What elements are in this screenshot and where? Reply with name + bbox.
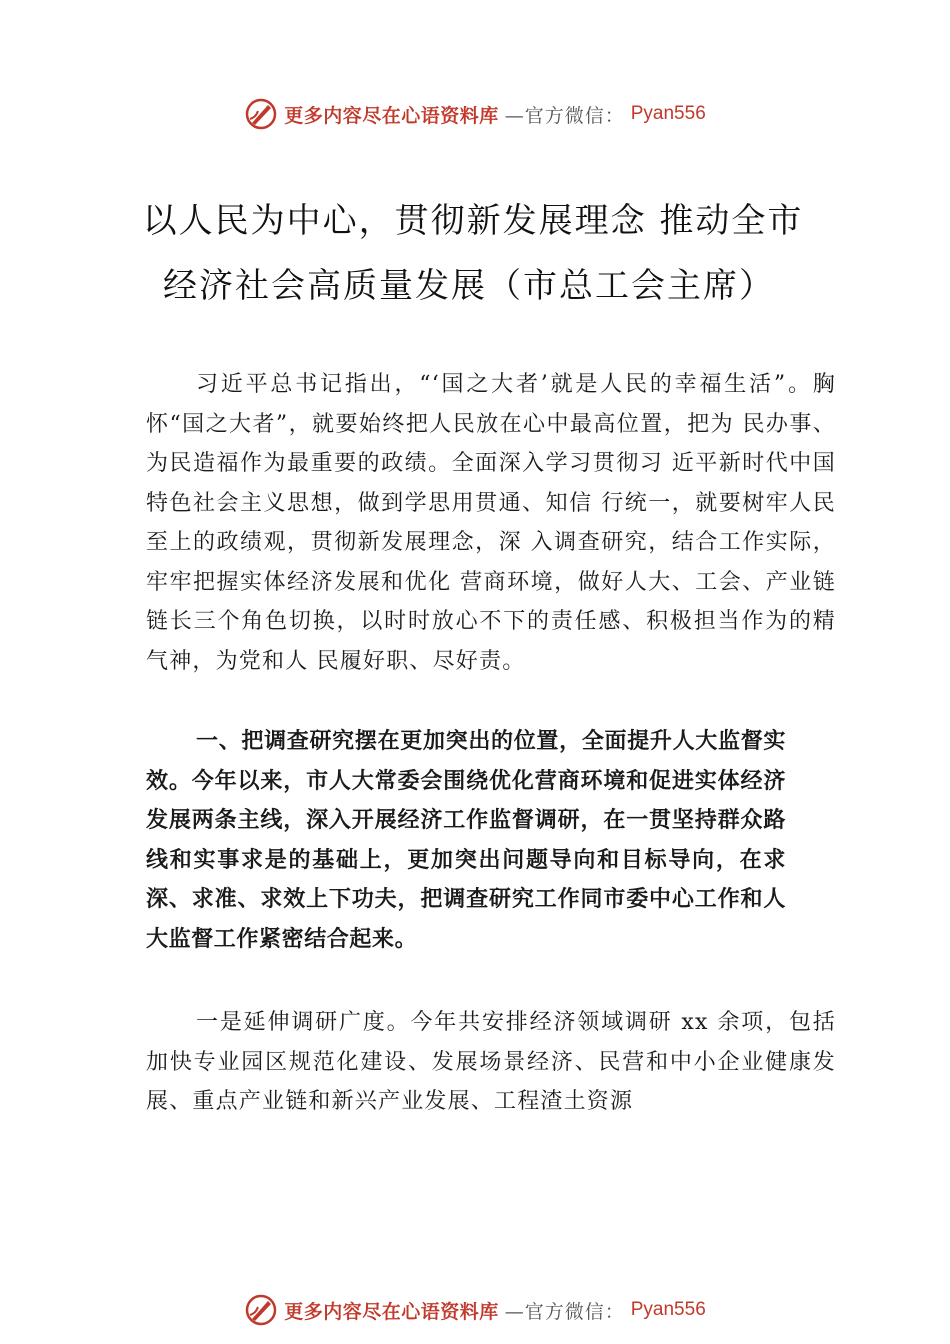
footer-banner	[0, 1290, 950, 1330]
banner-library-text: 更多内容尽在心语资料库	[284, 1300, 499, 1323]
document-title-line2: 经济社会高质量发展（市总工会主席）	[163, 266, 775, 306]
document-title-line1: 以人民为中心，贯彻新发展理念 推动全市	[142, 201, 804, 241]
intro-paragraph: 习近平总书记指出，“‘国之大者’就是人民的幸福生活”。胸怀“国之大者”，就要始终把人民放在心中最高位置，把为 民办事、为民造福作为最重要的政绩。全面深入学习贯彻习 近平新时代中国特色社会主义思想，做到学思用贯通、知信 行统一，就要树牢人民至上的政绩观，贯彻新发展理念，深 入调查研究，结合工作实际，牢牢把握实体经济发展和优化 营商环境，做好人大、工会、产业链链长三个角色切换，以时时放心不下的责任感、积极担当作为的精气神，为党和人 民履好职、尽好责。	[146, 372, 836, 674]
quill-seal-icon	[244, 97, 278, 131]
banner-wechat-id: Pyan556	[630, 103, 706, 124]
banner-library-text: 更多内容尽在心语资料库	[284, 104, 499, 127]
quill-seal-icon	[244, 1293, 278, 1327]
banner-wechat-label: —官方微信：	[504, 1300, 625, 1323]
section-heading-paragraph: 一、把调查研究摆在更加突出的位置，全面提升人大监督实效。今年以来，市人大常委会围绕优化营商环境和促进实体经济发展两条主线，深入开展经济工作监督调研，在一贯坚持群众路线和实事求是的基础上，更加突出问题导向和目标导向，在求深、求准、求效上下功夫，把调查研究工作同市委中心工作和人大监督工作紧密结合起来。	[146, 729, 786, 952]
item-paragraph: 一是延伸调研广度。今年共安排经济领域调研 xx 余项，包括加快专业园区规范化建设、发展场景经济、民营和中小企业健康发展、重点产业链和新兴产业发展、工程渣土资源	[146, 1010, 836, 1114]
banner-wechat-label: —官方微信：	[504, 104, 625, 127]
banner-wechat-id: Pyan556	[630, 1299, 706, 1320]
header-banner	[0, 94, 950, 134]
